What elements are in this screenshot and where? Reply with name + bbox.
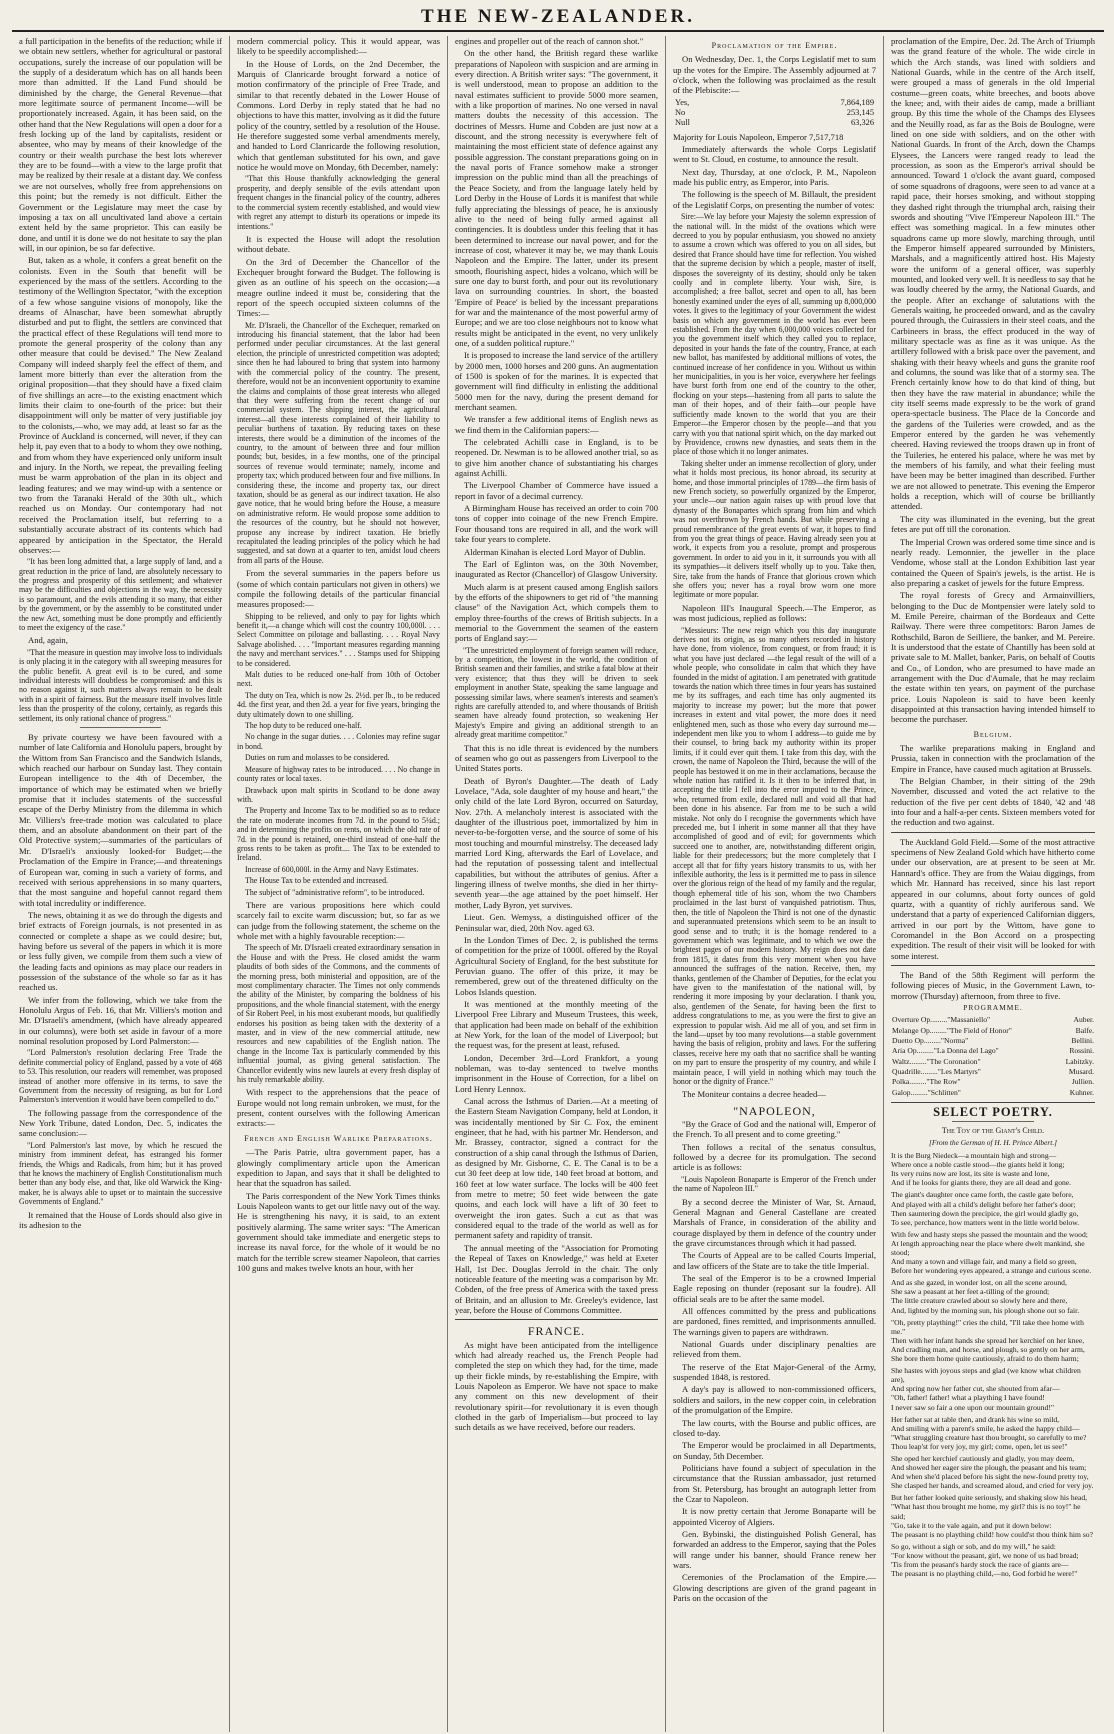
- list-item: Duties on rum and molasses to be considered.: [245, 753, 390, 763]
- list-item: Drawback upon malt spirits in Scotland to be done away with.: [237, 785, 440, 804]
- paragraph: There are various propositions here which could scarcely fail to excite warm discussion; but, so far as we can judge from the following statement, the scheme on the whole met with a highly favourable reception:—: [237, 899, 440, 941]
- programme-composer: Rossini.: [1069, 1046, 1094, 1056]
- paragraph: It was mentioned at the monthly meeting of the Liverpool Free Library and Museum Trustees, this week, that application had been made on behalf of the exhibition at New York, for the loan of the model of Liverpool; but the request was, for the present at least, refused.: [455, 998, 658, 1051]
- table-row: [891, 1088, 1095, 1098]
- paragraph: The Belgian Chamber, in their sitting of the 29th November, discussed and voted the act relative to the reduction of the five per cent debts of 1840, '42 and '48 into four and a half-a-per cents. Sixteen members voted for the reduction and two against.: [891, 776, 1095, 828]
- paragraph: —The Paris Patrie, ultra government paper, has a glowingly complimentary article upon the American expedition to Japan, and says that it shall be delighted to hear that the squadron has sailed.: [237, 1147, 440, 1189]
- paragraph: Canal across the Isthmus of Darien.—At a meeting of the Eastern Steam Navigation Company, held at London, it was incidentally mentioned by Sir C. Fox, the eminent engineer, that he had, with his partner Mr. Henderson, and Mr. Brassey, contractor, signed a contract for the construction of a ship canal through the Isthmus of Darien, as designed by Mr. Gisborne, C. E. The Canal is to be a cut 30 feet deep at low tide, 140 feet broad at bottom, and 160 feet at low water surface. The locks will be 400 feet from metre to metre; 50 feet wide between the gate quoins, and each lock will have a lift of 30 feet to overweight the iron gates. Such a cut as that was considered equal to the trade of the world as well as for permanent safety and rapidity of transit.: [455, 1096, 658, 1241]
- vote-value: 7,864,189: [840, 97, 874, 107]
- decree-title: "NAPOLEON,: [733, 1103, 816, 1118]
- quotation: [19, 557, 222, 632]
- paragraph: Politicians have found a subject of speculation in the circumstance that the Russian ambassador, just returned from St. Petersburg, has brought an autograph letter from the Czar to Napoleon.: [673, 1462, 876, 1504]
- paragraph: The annual meeting of the "Association for Promoting the Repeal of Taxes on Knowledge," was held at Exeter Hall, 1st Dec. Douglas Jerrold in the chair. The only noticeable feature of the meeting was a comparison by Mr. Cobden, of the free press of America with the taxed press of Britain, and an allusion to Mr. Greeley's evidence, last year, before the House of Commons Committee.: [455, 1242, 658, 1315]
- paragraph: Death of Byron's Daughter.—The death of Lady Lovelace, "Ada, sole daughter of my house and heart," the only child of the late Lord Byron, occurred on Saturday, Nov. 27th. A melancholy interest is associated with the daughter of the illustrious poet, immortalized by him in never-to-be-forgotten verse, and the source of some of his most touching and mournful minstrelsy. The deceased lady married Lord King, afterwards the Earl of Lovelace, and had the reputation of possessing talent and intellectual capabilities, but without the attributes of genius. After a lingering illness of twelve months, she died in her thirty-seventh year—the age attained by the poet himself. Her mother, Lady Byron, yet survives.: [455, 775, 658, 910]
- paragraph: In the House of Lords, on the 2nd December, the Marquis of Clanricarde brought forward a notice of motion confirmatory of the principle of Free Trade, and similar to that recently debated in the Lower House of Commons. Lord Derby in reply stated that he had no objections to have this matter, involving as it did the future policy of the country, settled by a resolution of the House. He therefore suggested some verbal amendments merely, and handed to Lord Clanricarde the following resolution, which that gentleman substituted for his own, and gave notice he would move on Monday, 6th December, namely:: [237, 58, 440, 173]
- quote-text: "That this House thankfully acknowledging the general prosperity, and deeply sensible of the evils attendant upon frequent changes in the financial policy of the country, adheres to the commercial system recently established, and would view with regret any attempt to disturb its operations or impede its intentions.": [237, 174, 440, 231]
- vote-label: No: [675, 108, 686, 118]
- paragraph: Alderman Kinahan is elected Lord Mayor of Dublin.: [464, 546, 646, 557]
- paragraph: The city was illuminated in the evening, but the great fetes are put off till the coronation.: [891, 513, 1095, 535]
- programme-piece: Waltz........."The Coronation": [892, 1056, 981, 1066]
- quote-text: "That the measure in question may involve loss to individuals is only placing it in the category with all sweeping measures for the public benefit. A great evil is to be cured, and some individual interests will doubtless be compromised: and this is no reason against it, such matters always remain to be dealt with in a spirit of fairness. But the measure itself involves little less than the prosperity of the colony, certainly, as regards this settlement, its only rational chance of progress.": [19, 647, 222, 723]
- section-heading: Proclamation of the Empire.: [711, 41, 838, 50]
- paragraph: The Imperial Crown was ordered some time since and is nearly ready. Lemonnier, the jeweller in the place Vendome, whose stall at the London Exhibition last year contained the Queen of Spain's jewels, is the artist. He is also preparing a casket of jewels for the future Empress.: [891, 536, 1095, 588]
- paragraph: In the London Times of Dec. 2, is published the terms of competition for the prize of 1000l. offered by the Royal Agricultural Society of England, for the best substitute for Peruvian guano. The offer of this prize, it may be remembered, grew out of the threatened difficulty on the Lobos Islands question.: [455, 934, 658, 997]
- column-4: [666, 36, 884, 1732]
- quotation: [19, 1048, 222, 1104]
- table-row: [891, 1057, 1095, 1067]
- paragraph: The Moniteur contains a decree headed—: [682, 1089, 826, 1100]
- paragraph: Lieut. Gen. Wemyss, a distinguished officer of the Peninsular war, died, 20th Nov. aged 63.: [455, 912, 658, 933]
- paragraph: The Emperor would be proclaimed in all Departments, on Sunday, 5th December.: [673, 1440, 876, 1461]
- paragraph: By a second decree the Minister of War, St. Arnaud, General Magnan and General Castellane are created Marshals of France, in consideration of the ability and courage displayed by them in defence of the country under the grave circumstances through which it had passed.: [673, 1196, 876, 1248]
- poem-stanza: She hastes with joyous steps and glad (we know what children are), And spring now her father cut, she shouted from afar— "Oh, father! father! what a plaything I have found! I never saw so fair a one upon our mountain ground!": [891, 1366, 1081, 1412]
- column-5: [884, 36, 1102, 1732]
- paragraph: But, taken as a whole, it confers a great benefit on the colonists. Even in the South that benefit will be experienced by the mass of the settlers. According to the testimony of the Wellington Spectator, "with the exception of a few whose sanguine visions of monopoly, like the dreams of Alnaschar, have been somewhat abruptly disturbed and put to flight, the settlers are convinced that the practical effect of these Regulations will tend more to promote the general prosperity of the colony than any other measure that could be devised." The New Zealand Company will indeed sharply feel the effect of them, and lament more bitterly than ever the alteration from the original proposition—that they should have a fixed claim of five shillings an acre—to the existing enactment which limits their claim to one-fourth of the price: but their disappointment will only be matter of very justifiable joy to the colonists,—who, we may add, at least so far as the Province of Auckland is concerned, will never, if they can help it, pay even that to a body to whom they owe nothing, and from whom they have experienced only uniform insult and injury. In the North, we repeat, the prevailing feeling must be warm approbation of the plan in its object and leading features; and we may wind-up with a sentence or two from the Taranaki Herald of the 30th ult., which reached us on Monday. Our contemporary had not received the Proclamation itself, but referring to a substantially accurate abstract of its contents which had appeared by anticipation in the Spectator, the Herald observes:—: [19, 255, 222, 555]
- paragraph: It is now pretty certain that Jerome Bonaparte will be appointed Viceroy of Algiers.: [673, 1506, 876, 1527]
- paragraph: The Liverpool Chamber of Commerce have issued a report in favor of a decimal currency.: [455, 480, 658, 501]
- paragraph: modern commercial policy. This it would appear, was likely to be speedily accomplished:—: [237, 36, 440, 57]
- table-row: [891, 1077, 1095, 1087]
- programme-composer: Labitzky.: [1065, 1056, 1094, 1066]
- paragraph: "By the Grace of God and the national will, Emperor of the French. To all present and to come greeting.": [673, 1119, 876, 1140]
- paragraph: On the other hand, the British regard these warlike preparations of Napoleon with suspicion and are arming in every direction. A British writer says: "The government, it is well understood, mean to propose an addition to the naval estimates sufficient to provide 5000 more seamen, with a like proportion of marines. No one versed in naval matters doubts the necessity of this accession. The doctrines of Messrs. Hume and Cobden are just now at a discount, and the strong necessity is everywhere felt of maintaining the most efficient state of defence against any possible aggression. The constant preparations going on in the naval ports of France somehow make a stronger impression on the public mind than all the preachings of the Peace Society, and from the language lately held by Lord Derby in the House of Lords it is manifest that while fully appreciating the blessings of peace, he is anxiously alive to the need of being fully armed against all contingencies. It is doubtless under this feeling that it has been determined to increase our naval power, and for the increase of cost, whatever it may be, we may thank Louis Napoleon and the Empire. The latter, under its present smooth, flourishing aspect, hides a volcano, which will be sure one day to burst forth, and pour out its revolutionary lava on surrounding countries. In short, the boasted 'Empire of Peace' is belied by the incessant preparations for war and the maintenance of the most powerful army of Europe; and we are too close neighbours not to know what results might be anticipated in the event, no very unlikely one, of a sudden political rupture.": [455, 48, 658, 348]
- quote-text: Mr. D'Israeli, the Chancellor of the Exchequer, remarked on introducing his financial statement, that the labor had been performed under peculiar circumstances. At the last general election, the principle of unrestricted competition was adopted; since then he had laboured to bring that system into harmony with the commercial policy of the country. The present, therefore, would not be an inconvenient opportunity to examine the claims and complaints of those great interests who alleged that they were suffering from the recent change of our commercial system. The shipping interest, the agricultural interest—all these interests complained of their liability to peculiar burthens of taxation. By reducing taxes on these interests, there would be a diminution of the incomes of the country, to the amount of between three and four million pounds; but, besides, in a few months, one of the principal sources of revenue would terminate; namely, income and property tax; which produced between four and five millions. In considering these, the income and property tax, our direct taxation, should be as general as our indirect taxation. He also gave notice, that he would bring before the House, a measure on administrative reform. He would propose some addition to the resources of the country, but he should not however, propose any increase by indirect taxation. He briefly recapitulated the leading principles of the policy which he had suggested, and sat down at a quarter to ten, amidst loud cheers from all parts of the House.: [237, 320, 440, 565]
- poem-title: The Toy of the Giant's Child.: [941, 1126, 1045, 1136]
- poem-stanza: So go, without a sigh or sob, and do my will," he said: "For know without the peasant, girl, we none of us had bread; 'Tis from the peasant's hardy stock the race of giants are— The peasant is no plaything child,—no, God forbid he were!": [891, 1541, 1079, 1579]
- paragraph: The Band of the 58th Regiment will perform the following pieces of Music, in the Government Lawn, to-morrow (Thursday) afternoon, from three to five.: [891, 969, 1095, 1001]
- list-item: The subject of "administrative reform", to be introduced.: [245, 887, 425, 897]
- section-heading: French and English Warlike Preparations.: [244, 1133, 433, 1143]
- programme-heading: PROGRAMME.: [963, 1002, 1023, 1012]
- quotation: [19, 648, 222, 723]
- paragraph: The royal forests of Grecy and Armainvilliers, belonging to the Duc de Montpensier were lately sold to M. Emile Pereire, chairman of the Bordeaux and Cette Railway. There were three competitors: Baron James de Rothschild, Baron de Seilliere, the banker, and M. Pereire. It is understood that the estate of Chantilly has been sold at private sale to M. Mallet, banker, Paris, on behalf of Coutts and Co., of London, who are presumed to have made an arrangement with the Duc d'Aumale, that he may reclaim the estate within ten years, on payment of the purchase price. Louis Napoleon is said to have been keenly disappointed at this transaction having intended himself to become the purchaser.: [891, 590, 1095, 725]
- poem-stanza: With few and hasty steps she passed the mountain and the wood; At length approaching near the place where dwelt mankind, she stood; And many a town and village fair, and many a field so green, Before her wondering eyes appeared, a strange and curious scene.: [891, 1229, 1092, 1276]
- table-row: [891, 1036, 1095, 1046]
- column-3: [448, 36, 666, 1732]
- table-row: [891, 1067, 1095, 1077]
- paragraph: The Courts of Appeal are to be called Courts Imperial, and law officers of the State are to take the title Imperial.: [673, 1250, 876, 1271]
- table-row: [891, 1046, 1095, 1056]
- column-2: [230, 36, 448, 1732]
- list-item: The Property and Income Tax to be modified so as to reduce the rate on moderate incomes from 7d. in the pound to 5¼d.; and in determining the profits on rents, on which the old rate of 7d. in the pound is retained, one-third instead of one-half the gross rents to be taken as profit.... The Tax to be extended to Ireland.: [237, 806, 440, 863]
- programme-piece: Galop........."Schlitten": [892, 1087, 961, 1097]
- section-heading: Belgium.: [973, 729, 1013, 739]
- list-item: Shipping to be relieved, and only to pay for lights which benefit it,—a change which will cost the country 100,000l. . . . Select Committee on pilotage and ballasting. . . . Royal Navy Salvage abolished. . . . "Important measures regarding manning the navy and merchant services." . . . Stamps used for Shipping to be considered.: [237, 611, 440, 668]
- list-item: The duty on Tea, which is now 2s. 2½d. per lb., to be reduced 4d. the first year, and then 2d. a year for five years, bringing the duty ultimately down to one shilling.: [237, 690, 440, 719]
- divider: [891, 832, 1095, 833]
- list-item: The hop duty to be reduced one-half.: [245, 721, 362, 731]
- divider: [80, 727, 161, 728]
- quotation: [673, 626, 876, 1087]
- paragraph: It remained that the House of Lords should also give in its adhesion to the: [19, 1209, 222, 1230]
- quote-text: "Lord Palmerston's resolution declaring Free Trade the definite commercial policy of England, passed by a vote of 468 to 53. This resolution, our readers will remember, was proposed instead of another more offensive in its terms, to save the Government from the necessity of resigning, as but for Lord Palmerston's intervention it would have been compelled to do.": [19, 1048, 222, 1105]
- paragraph: It is expected the House will adopt the resolution without debate.: [237, 233, 440, 255]
- vote-label: Null: [675, 118, 690, 128]
- paragraph: On the 3rd of December the Chancellor of the Exchequer brought forward the Budget. The following is given as an outline of his speech on the occasion;—a meagre outline indeed it must be, considering that the report of the speech occupied sixteen columns of the Times:—: [237, 256, 440, 319]
- paragraph: With respect to the apprehensions that the peace of Europe would not long remain unbroken, we must, for the present, content ourselves with the following American extracts:—: [237, 1087, 440, 1129]
- divider: [455, 1319, 658, 1320]
- paragraph: Majority for Louis Napoleon, Emperor 7,517,718: [673, 131, 844, 142]
- quotation: [19, 1141, 222, 1207]
- paragraph: engines and propeller out of the reach of cannon shot.": [455, 36, 644, 46]
- paragraph: As might have been anticipated from the intelligence which had already reached us, the French People had completed the step on which they had, for the time, made up their fickle minds, by re-establishing the Empire, with Louis Napoleon as Emperor. We have not space to make any comment on this new development of their revolutionary spirit—for revolutionary it is even though clothed in the garb of Imperialism—but proceed to lay such details as we have received, before our readers.: [455, 1339, 658, 1433]
- quote-text: "Messieurs: The new reign which you this day inaugurate derives not its origin, as so many others recorded in history have done, from violence, from conquest, or from fraud; it is what you have just declared —the legal result of the will of a whole people, who consolidate in calm that which they have founded in the midst of agitation. I am penetrated with gratitude towards the nation which three times in four years has sustained me by its suffrages, and each time has only augmented its majority to increase my power; but the more that power increases in extent and vital power, the more does it need enlightened men, such as those who every day surround me—independent men like you to whom I address—to guide me by their counsel, to bring back my authority within its proper limits, if it could ever quit them. I take from this day, with the crown, the name of Napoleon the Third, because the will of the people has bestowed it on me in their acclamations, because the whole nation has ratified it. Is it then to be inferred that, in accepting the title I fell into the error imputed to the Prince, who, returned from exile, declared null and void all that had been done in his absence. Far from me to be such a wild mistake. Not only do I recognise the governments which have preceded me, but I inherit in some manner all that they have accomplished of good and of evil; for governments which succeed one to another, are, notwithstanding different origin, liable for their predecessors; but the more completely that I accept all that for fifty years history transmits to us, with her inflexible authority, the less is it permitted me to pass in silence over the glorious reign of the head of my family and the regular, though ephemeral title of his son, whom the two Chambers proclaimed in the last burst of vanquished patriotism. Thus, then, the title of Napoleon the Third is not one of the dynastic and superannuated pretensions which seem to be an insult to good sense and to truth; it is the homage rendered to a government which was legitimate, and to which we owe the brightest pages of our modern history. My reign does not date from 1815, it dates from this very moment when you have announced the suffrages of the nation. Receive, then, my thanks, gentlemen of the Chamber of Deputies, for the eclat you have given to the manifestation of the national will, by rendering it more imposing by your declaration. I thank you, also, gentlemen of the Senate, for having been the first to address congratulations to me, as you were the first to give an expression to popular wish. Aid me all of you, and set firm in the land—upset by too many revolutions—a stable government having the basis of religion, probity and laws. For the suffering classes, receive here my oath that no sacrifice shall be wanting on my part to ensure the prosperity of my country, and while I maintain peace, I will yield in nothing which may touch the honor or the dignity of France.": [673, 625, 876, 1086]
- paragraph: a full participation in the benefits of the reduction; while if we obtain new settlers, whether for agricultural or pastoral occupations, surely the increase of our population will be the supply of a desideratum which has on all hands been more than admitted. If the Land Fund should be diminished by the charge, the General Revenue—that more legitimate source of permanent Income—will be proportionately increased. Again, it has been said, on the other hand that the New Regulations will open a door for a fresh locking up of the land by capitalists, resident or absentee, who may by means of their knowledge of the country or their wealth purchase the best lots wherever they are to be found—with a view to the large profit that may be realized by their resale at a distant day. We confess we are not ourselves, wholly free from apprehensions on this point; but the remedy is not difficult. Either the Government or the Legislature may meet the case by imposing a tax on all uncultivated land above a certain extent held by the same proprietor. This can easily be done, and until it is done we do not hesitate to say the plan will, in our opinion, be so far defective.: [19, 36, 222, 253]
- paragraph: Napoleon III's Inaugural Speech.—The Emperor, as was most judicious, replied as follows:: [673, 602, 876, 624]
- paragraph: The following is the speech of M. Billault, the president of the Legislatif Corps, on presenting the number of votes:: [673, 189, 876, 210]
- quotation: [673, 1175, 876, 1194]
- list-item: Malt duties to be reduced one-half from 10th of October next.: [237, 670, 440, 689]
- paragraph: Then follows a recital of the senatus consultus, followed by a decree for its promulgation. The second article is as follows:: [673, 1141, 876, 1173]
- list-item: No change in the sugar duties. . . . Colonies may refine sugar in bond.: [237, 732, 440, 751]
- paragraph: We infer from the following, which we take from the Honolulu Argus of Feb. 16, that Mr. Villiers's motion and Mr. D'Israeli's amendment, (which have already appeared in our columns), were both set aside in favour of a more nominal resolution proposed by Lord Palmerston:—: [19, 994, 222, 1046]
- paragraph: The warlike preparations making in England and Prussia, taken in connection with the proclamation of the Empire in France, have caused much agitation at Brussels.: [891, 743, 1095, 774]
- columns: [12, 36, 1104, 1732]
- paragraph: That this is no idle threat is evidenced by the numbers of seamen who go out as passengers from Liverpool to the United States ports.: [455, 742, 658, 774]
- poem-source: [From the German of H. H. Prince Albert.]: [928, 1137, 1058, 1147]
- quote-text: "The unrestricted employment of foreign seamen will reduce, by a competition, the lowest in the world, the condition of British seamen and their families, and strike a fatal blow at their very existence; that thus they will be driven to seek employment in another State, speaking the same language and possessing similar laws, where seamen's interests and seamen's rights are carefully attended to, and where thousands of British seamen have already found protection, so weakening Her Majesty's Empire and giving an additional strength to an already great maritime competitor.": [455, 645, 658, 740]
- paragraph: It is proposed to increase the land service of the artillery by 2000 men, 1000 horses and 200 guns. An augmentation of 1500 is spoken of for the marines. It is expected that government will find difficulty in enlisting the additional 5000 men for the navy, during the present demand for merchant seamen.: [455, 350, 658, 413]
- list-item: Measure of highway rates to be introduced. . . . No change in county rates or local taxes.: [237, 764, 440, 784]
- select-poetry-heading: SELECT POETRY.: [933, 1105, 1053, 1120]
- paragraph: The celebrated Achilli case in England, is to be reopened. Dr. Newman is to be allowed another trial, so as to give him another chance of substantiating his charges against Achilli.: [455, 437, 658, 479]
- table-row: [673, 118, 876, 128]
- poem-stanza: And as she gazed, in wonder lost, on all the scene around, She saw a peasant at her feet a-tilling of the ground; The little creature crawled about so slowly here and there, And, lighted by the morning sun, his plough shone out so fair.: [891, 1278, 1080, 1315]
- paragraph: Ceremonies of the Proclamation of the Empire.—Glowing descriptions are given of the grand pageant in Paris on the occasion of the: [673, 1572, 876, 1603]
- vote-table: [673, 98, 876, 129]
- programme-composer: Musard.: [1068, 1067, 1094, 1076]
- programme-table: [891, 1015, 1095, 1098]
- quotation: [455, 646, 658, 740]
- table-row: [891, 1015, 1095, 1025]
- paragraph: The news, obtaining it as we do through the digests and brief extracts of Foreign journals, is not presented in as connected or complete a shape as we could desire; but, having before us several of the papers in which it is more or less fully given, we compile from them such a view of the leading facts and opinions as may place our readers in possession of the substance of the whole so far as it has reached us.: [19, 909, 222, 993]
- vote-label: Yes,: [675, 97, 690, 107]
- table-row: [673, 98, 876, 108]
- paragraph: The following passage from the correspondence of the New York Tribune, dated London, Dec. 5, indicates the same conclusion:—: [19, 1107, 222, 1139]
- quotation: [237, 174, 440, 230]
- poem-stanza: She oped her kerchief cautiously and gladly, you may deem, And showed her eager sire the plough, the peasant and his team; And when she'd placed before his sight the new-found pretty toy, She clasped her hands, and screamed aloud, and cried for very joy.: [891, 1453, 1094, 1491]
- paragraph: proclamation of the Empire, Dec. 2d. The Arch of Triumph was the grand feature of the whole. The wide circle in which the Arch stands, was lined with soldiers and National Guards, while in the centre of the Arch itself, were grouped a mass of generals in the old Imperial costume—green coats, white breeches, and boots above the knee; and, with their aides de camp, made a brilliant group. By this time the whole of the Champs des Elysees and the Neuilly road, as far as the Bois de Boulogne, were lined on one side with soldiers, and on the other with National Guards. In front of the Arch, down the Champs Elysees, the Lancers were ranged ready to lead the procession, as soon as the Emperor's arrival should be announced. Toward 1 o'clock the avant guard, composed of some squadrons of dragoons, were seen to ad vance at a rapid pace, their horses smoking, and without stopping they dashed right through the triumphal arch, raising their swords and shouting "Vive l'Empereur Napoleon III." The effect was something magical. In a few minutes other squadrons came up more slowly, marching through, until the Emperor himself appeared surrounded by Ministers, Marshals, and a magnificently attired host. His Majesty wore the uniform of a general officer, was superbly mounted, and looked very well. It is needless to say that he was loudly cheered by the army, the National Guards, and the people. After an exchange of salutations with the Generals waiting, he proceeded onward, and as the cavalry poured through, the Cuirassiers in their steel coats, and the Carbineers in brass, the effect produced in the way of military spectacle was as fine as it was unique. As the artillery followed with a brisk pace over the pavement, and shaking with their heavy wheels and guns the granite roof and columns, the sound was like that of a stormy sea. The French certainly know how to do that kind of thing, but then they have the raw material in abundance; while the city itself seems made expressly to be the work of grand opera-spectacle business. The Place de la Concorde and the gardens of the Tuileries were crowded, and as the Emperor entered by the garden he was vehemently cheered. Having reviewed the troops drawn up in front of the Tuileries, he entered his palace, where he was met by the members of his family, and what their feeling must have been may be better imagined than described. Further we are not allowed to penetrate. This evening the Emperor holds a reception, which will of course be brilliantly attended.: [891, 36, 1095, 512]
- paragraph: From the several summaries in the papers before us (some of which contain particulars not given in others) we compile the following details of the particular financial measures proposed:—: [237, 568, 440, 610]
- paragraph: The seal of the Emperor is to be a crowned Imperial Eagle reposing on thunder (reposant sur la foudre). All official seals are to be after the same model.: [673, 1273, 876, 1304]
- paragraph: National Guards under disciplinary penalties are relieved from them.: [673, 1339, 876, 1360]
- programme-composer: Kuhner.: [1069, 1087, 1094, 1097]
- vote-value: 253,145: [846, 108, 874, 118]
- paragraph: Much alarm is at present caused among English sailors by the efforts of the shipowners to get rid of "the manning clause" of the Navigation Act, which compels them to employ three-fourths of the crews of British subjects. In a memorial to the Government the seamen of the eastern ports of England say:—: [455, 581, 658, 644]
- paragraph: On Wednesday, Dec. 1, the Corps Legislatif met to sum up the votes for the Empire. The Assembly adjourned at 7 o'clock, when the following was proclaimed as the result of the Plebiscite:—: [673, 54, 876, 96]
- list-item: The House Tax to be extended and increased.: [245, 876, 389, 886]
- divider: [891, 1102, 1095, 1103]
- poem-stanza: "Oh, pretty plaything!" cries the child, "I'll take thee home with me." Then with her infant hands she spread her kerchief on her knee, And cradling man, and horse, and plough, so gently on her arm, She bore them home quite cautiously, afraid to do them harm;: [891, 1317, 1085, 1364]
- table-row: [673, 108, 876, 118]
- poem-stanza: It is the Burg Niedeck—a mountain high and strong— Where once a noble castle stood—the giants held it long; Its very ruins now are lost, its site is waste and lone, And if he looks for giants there, they are all dead and gone.: [891, 1151, 1072, 1188]
- quote-text: The speech of Mr. D'Israeli created extraordinary sensation in the House and with the Press. He closed amidst the warm plaudits of both sides of the Commons, and the comments of the morning press, both ministerial and opposition, are of the most complimentary character. The Times not only commends the ability of the Minister, by comparing the boldness of his propositions, and the whole financial statement, with the energy of Sir Robert Peel, in his most exuberant moods, but qualifiedly endorses his position as being taken with the dexterity of a master, and in view of the new commercial attitude, new resources and new capabilities of the English nation. The change in the Income Tax is particularly commended by this influential journal, as giving general satisfaction. The Chancellor evidently wins new laurels at every fresh display of his truly remarkable ability.: [237, 943, 440, 1085]
- quote-text: "It has been long admitted that, a large supply of land, and a great reduction in the price of land, are absolutely necessary to the progress and prosperity of this settlement; and whatever may be the difficulties and objections in the way, the necessity is so paramount, and the evils attending it so many, that either by the government, or by the assembly to be constituted under the new Act, something must be done promptly and efficiently to meet the exigency of the case.": [19, 557, 222, 633]
- programme-piece: Overture Op........."Massaniello": [892, 1015, 991, 1025]
- divider: [952, 1121, 1034, 1122]
- paragraph: A day's pay is allowed to non-commissioned officers, soldiers and sailors, in the new copper coin, in celebration of the promulgation of the Empire.: [673, 1384, 876, 1416]
- quotation: [237, 943, 440, 1084]
- budget-list: [237, 612, 440, 897]
- paragraph: London, December 3rd—Lord Frankfort, a young nobleman, was to-day sentenced to twelve months imprisonment in the House of Correction, for a libel on Lord Henry Lennox.: [455, 1052, 658, 1094]
- list-item: Increase of 600,000l. in the Army and Navy Estimates.: [245, 864, 419, 874]
- paragraph: The law courts, with the Bourse and public offices, are closed to-day.: [673, 1417, 876, 1438]
- poem-stanza: The giant's daughter once came forth, the castle gate before, And played with all a child's delight before her father's door; Then sauntering down the precipice, the girl would gladly go, To see, perchance, how matters went in the little world below.: [891, 1190, 1080, 1227]
- divider: [891, 965, 1095, 966]
- programme-composer: Bellini.: [1071, 1035, 1094, 1045]
- programme-piece: Polka........."The Row": [892, 1077, 961, 1087]
- table-row: [891, 1026, 1095, 1036]
- quote-text: Sire:—We lay before your Majesty the solemn expression of the national will. In the midst of the ovations which were decreed to you by popular enthusiasm, you showed no anxiety to assume a crown which was offered to you on all sides, but desired that France should have time for reflection. You wished that the supreme decision by which a people, master of itself, disposes the sovereignty of its destiny, should only be taken coolly and in complete liberty. Your wish, Sire, is accomplished; a free ballot, secret and open to all, has been honestly examined under the eyes of all, summing up 8,000,000 votes. It gives to the legitimacy of your Government the widest basis on which any government in the world has ever been established. From the day when 6,000,000 voices collected for you the government itself which they called you to replace, deposited in your hands the fate of the country, France, at each new ballot, has manifested by additional millions of votes, the continued increase of her confidence in you. Without us within her municipalities, in you is her voice, everywhere her feelings have burst forth from one end of the country to the other, flocking on your steps—hastening from all parts to salute the man of their hopes, and of their faith—our people have sufficiently made known to the world that you are their Emperor—the Emperor chosen by the people—and that you carry with you that national spirit which, on the day marked out by Providence, crowns new dynasties, and seats them in the place of those which it no longer animates.: [673, 212, 876, 457]
- paragraph: All offences committed by the press and publications are pardoned, fines remitted, and imprisonments annulled. The warnings given to papers are withdrawn.: [673, 1306, 876, 1337]
- programme-piece: Melange Op........."The Field of Honor": [892, 1025, 1012, 1035]
- paragraph: Gen. Bybinski, the distinguished Polish General, has forwarded an address to the Emperor, saying that the Poles will range under his banner, should France renew her wars.: [673, 1528, 876, 1570]
- poem-stanza: But her father looked quite seriously, and shaking slow his head, "What hast thou brought me home, my girl? this is no toy!" he said; "Go, take it to the vale again, and put it down below: The peasant is no plaything child! how could'st thou think him so?: [891, 1493, 1093, 1539]
- paragraph: By private courtesy we have been favoured with a number of late California and Honolulu papers, brought by the Wittom from San Francisco and the Sandwich Islands, which reached our harbour on Sunday last. They contain European intelligence to the 4th of December, the importance of which may be estimated when we briefly promise that it includes statements of the successful escape of the Derby Ministry from the dilemma in which Mr. Villiers's free-trade motion was calculated to place them, and an absolute abandonment on their part of the Old Protective system;—summaries of the particulars of Mr. D'Israeli's anxiously looked-for Budget;—the Proclamation of the Empire in France;—and threatenings of European war, coming in such a variety of forms, and received with serious apprehensions in so many quarters, that the most sanguine and hopeful cannot regard them with total incredulity or indifference.: [19, 732, 222, 908]
- paragraph: And, again,: [28, 635, 68, 646]
- vote-value: 63,326: [850, 118, 874, 128]
- programme-piece: Aria Op........."La Donna del Lago": [892, 1046, 999, 1056]
- programme-composer: Auber.: [1073, 1015, 1094, 1025]
- programme-composer: Balfe.: [1075, 1025, 1094, 1035]
- quotation: [673, 212, 876, 600]
- section-heading-france: FRANCE.: [527, 1324, 586, 1339]
- quote-text: "Louis Napoleon Bonaparte is Emperor of the French under the name of Napoleon III.": [673, 1174, 876, 1194]
- quotation: [237, 321, 440, 566]
- paragraph: The reserve of the Etat Major-General of the Army, suspended 1848, is restored.: [673, 1361, 876, 1383]
- paragraph: A Birmingham House has received an order to coin 700 tons of copper into coinage of the new French Empire. Four thousand tons are required in all, and the work will take four years to complete.: [455, 503, 658, 545]
- poem-stanza: Her father sat at table then, and drank his wine so mild, And smiling with a parent's smile, he asked the happy child— "What struggling creature hast thou brought, so carefully to me? Thou leap'st for very joy, my girl; come, open, let us see!": [891, 1414, 1087, 1451]
- programme-piece: Quadrille........."Les Martyrs": [892, 1067, 981, 1076]
- paragraph: The Paris correspondent of the New York Times thinks Louis Napoleon wants to get our little navy out of the way. He is strengthening his navy, it is said, to an extent positively alarming. The same writer says: "The American government should take immediate and energetic steps to increase its naval force, for the whole of it would be no match for the terrible screw steamer Napoleon, that carries 100 guns and makes twelve knots an hour, with her: [237, 1190, 440, 1273]
- quote-text: Taking shelter under an immense recollection of glory, under what it holds most precious, its honor abroad, its security at home, and those immortal principles of 1789—the firm basis of new French society, so powerfully organized by the Emperor, your uncle—our nation again raises up with proud love that dynasty of the Bonapartes which sprang from him and which was not overthrown by French hands. But while preserving a proud remembrance of the great events of war, it hopes to find from you the great things of peace. Having already seen you at work, it expects from you a resolute, prompt and prosperous government. In order to aid you in it, it surrounds you with all its sympathies—it delivers itself wholly up to you. Take then, Sire, take from the hands of France that glorious crown which she offers you; never has a royal brow worn one more legitimate or more popular.: [673, 458, 876, 600]
- paragraph: Next day, Thursday, at one o'clock, P. M., Napoleon made his public entry, as Emperor, into Paris.: [673, 166, 876, 188]
- paragraph: The Earl of Eglinton was, on the 30th November, inaugurated as Rector (Chancellor) of Glasgow University.: [455, 558, 658, 580]
- masthead: THE NEW-ZEALANDER.: [12, 6, 1104, 32]
- programme-composer: Jullien.: [1071, 1077, 1094, 1087]
- paragraph: Immediately afterwards the whole Corps Legislatif went to St. Cloud, en costume, to announce the result.: [673, 144, 876, 165]
- paragraph: We transfer a few additional items of English news as we find them in the Californian papers:—: [455, 414, 658, 435]
- paragraph: The Auckland Gold Field.—Some of the most attractive specimens of New Zealand Gold which have hitherto come under our observation, are at present to be seen at Mr. Hannard's office. They are from the Waiau diggings, from which Mr. Hannard has received, since his last report appeared in our columns, about forty ounces of gold quartz, with a quantity of richly auriferous sand. We understand that a party of experienced Californian diggers, arrived in our port by the Wittom, have gone to Coromandel in the Bon Accord on a prospecting expedition. The result of their visit will be looked for with some interest.: [891, 836, 1095, 961]
- column-1: [12, 36, 230, 1732]
- quote-text: "Lord Palmerston's last move, by which he rescued the ministry from imminent defeat, has estranged his former friends, the Whigs and Radicals, from him; but it has proved that he knows the machinery of English Constitutionalism much better than any body else, and that, like old Warwick the King-maker, he is always able to upset or to maintain the successive Governments of England.": [19, 1140, 222, 1207]
- programme-piece: Duetto Op........."Norma": [892, 1035, 969, 1045]
